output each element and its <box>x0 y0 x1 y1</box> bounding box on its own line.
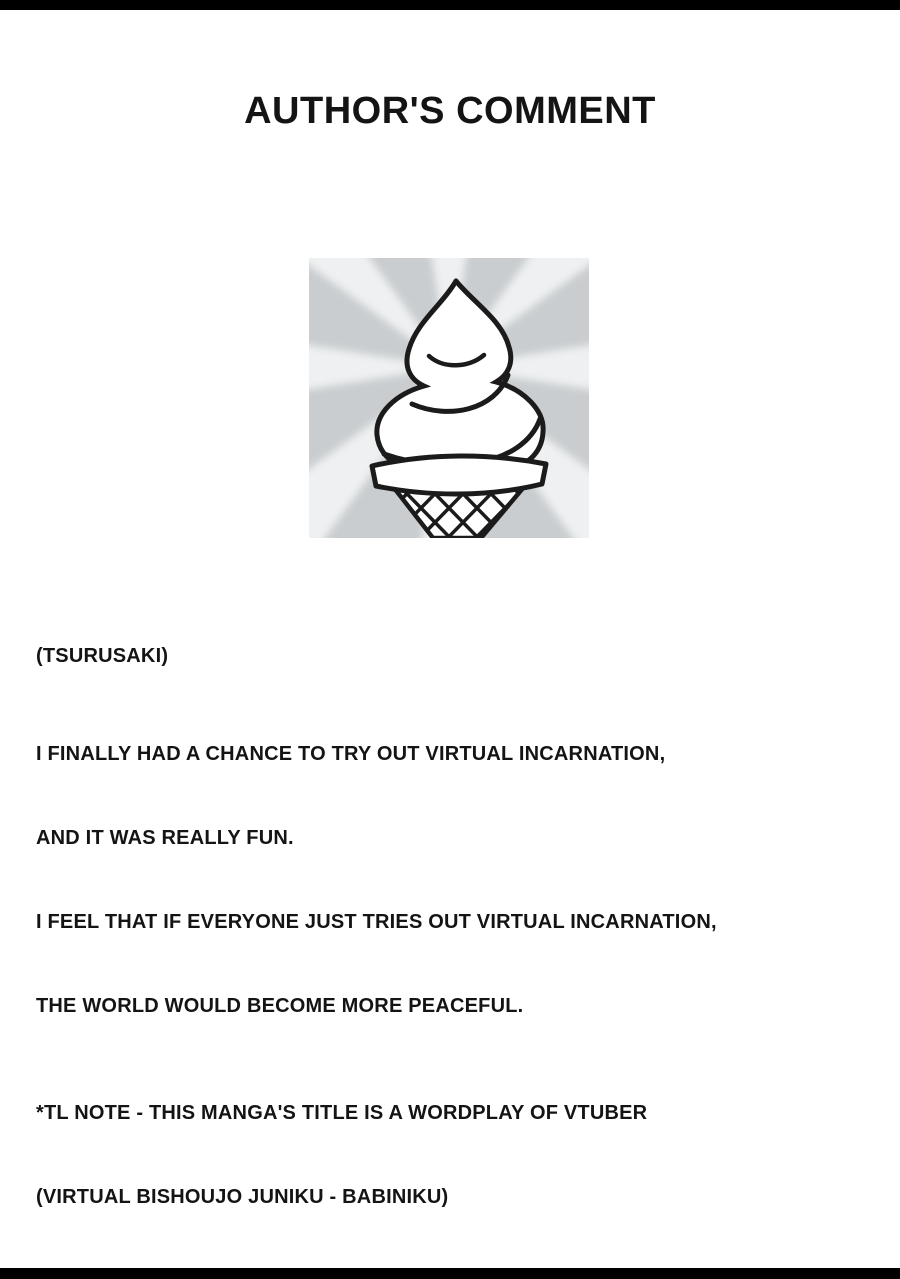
page-bottom-edge-bar <box>0 1268 900 1279</box>
page-top-edge-bar <box>0 0 900 10</box>
author-comment <box>36 684 717 1048</box>
tl-note-line: *TL NOTE - THIS MANGA'S TITLE IS A WORDPLAY OF VTUBER <box>36 1102 648 1124</box>
tl-note-line: (VIRTUAL BISHOUJO JUNIKU - BABINIKU) <box>36 1186 449 1208</box>
translator-note <box>36 1043 647 1239</box>
comment-line: I FEEL THAT IF EVERYONE JUST TRIES OUT VIRTUAL INCARNATION, <box>36 911 717 933</box>
page-title: AUTHOR'S COMMENT <box>244 90 656 133</box>
author-credit: (TSURUSAKI) <box>36 645 169 667</box>
author-illustration <box>309 258 589 538</box>
comment-line: I FINALLY HAD A CHANCE TO TRY OUT VIRTUAL INCARNATION, <box>36 743 666 765</box>
comment-line: AND IT WAS REALLY FUN. <box>36 827 294 849</box>
soft-serve-ice-cream-icon <box>309 258 589 538</box>
comment-line: THE WORLD WOULD BECOME MORE PEACEFUL. <box>36 995 524 1017</box>
